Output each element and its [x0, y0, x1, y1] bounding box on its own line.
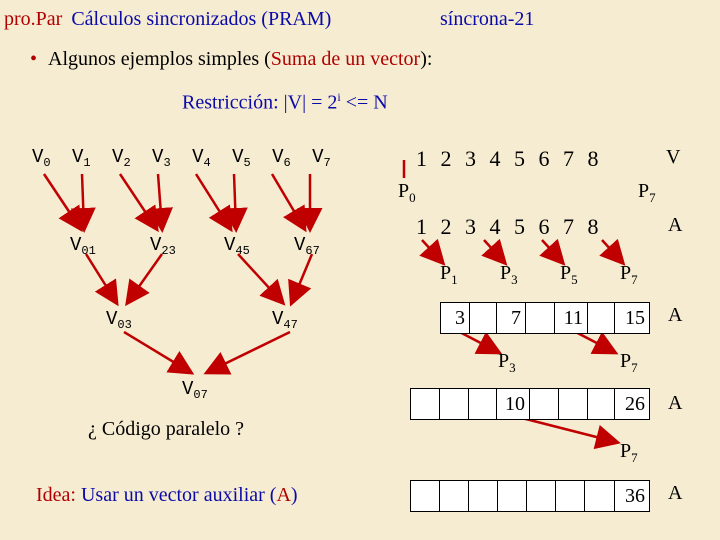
restriction-tail: <= N [340, 91, 388, 114]
leaf-v6: $V_6$ [272, 146, 291, 170]
array-a [416, 214, 599, 240]
idea-text: Usar un vector auxiliar ( [75, 484, 277, 506]
a-cell: 7 [563, 214, 574, 239]
restriction-text: |V| = 2 [283, 91, 338, 114]
a-cell: 6 [538, 214, 550, 239]
step1-cell [469, 302, 497, 334]
step2-cell [558, 388, 588, 420]
v-cell: 8 [587, 146, 599, 171]
question-text: ¿ Código paralelo ? [88, 418, 245, 440]
leaf-v4: $V_4$ [192, 146, 211, 170]
p7-label: $P_7$ [638, 180, 656, 205]
step1-cell [587, 302, 615, 334]
array-a-name: A [668, 214, 683, 236]
a-cell: 3 [465, 214, 476, 239]
step1-cell: 7 [496, 302, 526, 334]
step3-name: A [668, 482, 683, 504]
bullet-text-after: ): [420, 48, 433, 70]
step1-cell-a1 [410, 302, 440, 334]
step3-cell [497, 480, 527, 512]
step1-proc-p3: $P_3$ [500, 262, 518, 287]
slide-id: síncrona-21 [440, 8, 535, 30]
node-v47: $V_{47}$ [272, 308, 298, 332]
step3-proc-p7: $P_7$ [620, 440, 638, 465]
idea-tail: ) [290, 484, 298, 506]
node-v07: $V_{07}$ [182, 378, 208, 402]
bullet-highlight: Suma de un vector [270, 48, 421, 70]
v-cell: 4 [489, 146, 501, 171]
v-cell: 7 [563, 146, 574, 171]
slide-title: Cálculos sincronizados (PRAM) [71, 8, 332, 30]
p0-label: $P_0$ [398, 180, 416, 205]
step1-name: A [668, 304, 683, 326]
step2-cell [529, 388, 559, 420]
a-cell: 5 [514, 214, 525, 239]
step2-cell [587, 388, 615, 420]
v-cell: 2 [440, 146, 452, 171]
idea-line [36, 484, 298, 507]
v-cell: 3 [465, 146, 476, 171]
leaf-v0: $V_0$ [32, 146, 51, 170]
step2-proc-p3: $P_3$ [498, 350, 516, 375]
course-name: pro.Par [4, 8, 63, 30]
node-v45: $V_{45}$ [224, 234, 250, 258]
a-cell: 4 [489, 214, 501, 239]
step1-proc-p5: $P_5$ [560, 262, 578, 287]
step3-cell [410, 480, 440, 512]
step2-proc-p7: $P_7$ [620, 350, 638, 375]
step3-cell [555, 480, 585, 512]
node-v03: $V_{03}$ [106, 308, 132, 332]
step2-cell [410, 388, 440, 420]
array-v [416, 146, 599, 172]
step1-proc-p7: $P_7$ [620, 262, 638, 287]
v-cell: 5 [514, 146, 525, 171]
step1-cell: 15 [614, 302, 650, 334]
restriction-label: Restricción: [182, 91, 279, 114]
leaf-v1: $V_1$ [72, 146, 91, 170]
tree-leaves [32, 146, 331, 170]
step2-cell [468, 388, 498, 420]
step3-cell [468, 480, 498, 512]
v-cell: 1 [416, 146, 427, 171]
bullet-dot: • [30, 48, 38, 70]
bullet-text-before: Algunos ejemplos simples ( [48, 48, 271, 70]
step1-cell: 3 [440, 302, 470, 334]
leaf-v2: $V_2$ [112, 146, 131, 170]
step2-cell [439, 388, 469, 420]
a-cell: 1 [416, 214, 427, 239]
step2-cell: 10 [496, 388, 530, 420]
leaf-v5: $V_5$ [232, 146, 251, 170]
v-cell: 6 [538, 146, 550, 171]
step1-cell [525, 302, 555, 334]
step3-cell [584, 480, 615, 512]
step2-name: A [668, 392, 683, 414]
node-v23: $V_{23}$ [150, 234, 176, 258]
step1-proc-p1: $P_1$ [440, 262, 458, 287]
step2-cell: 26 [614, 388, 650, 420]
array-v-name: V [666, 146, 681, 168]
idea-label: Idea: [36, 484, 76, 506]
leaf-v3: $V_3$ [152, 146, 171, 170]
node-v01: $V_{01}$ [70, 234, 96, 258]
node-v67: $V_{67}$ [294, 234, 320, 258]
step3-cell [439, 480, 469, 512]
restriction-exp: i [337, 90, 341, 104]
step3-cell [526, 480, 556, 512]
step1-cell: 11 [554, 302, 588, 334]
idea-highlight: A [276, 484, 291, 506]
a-cell: 8 [587, 214, 599, 239]
leaf-v7: $V_7$ [312, 146, 331, 170]
a-cell: 2 [440, 214, 452, 239]
step3-cell: 36 [614, 480, 650, 512]
